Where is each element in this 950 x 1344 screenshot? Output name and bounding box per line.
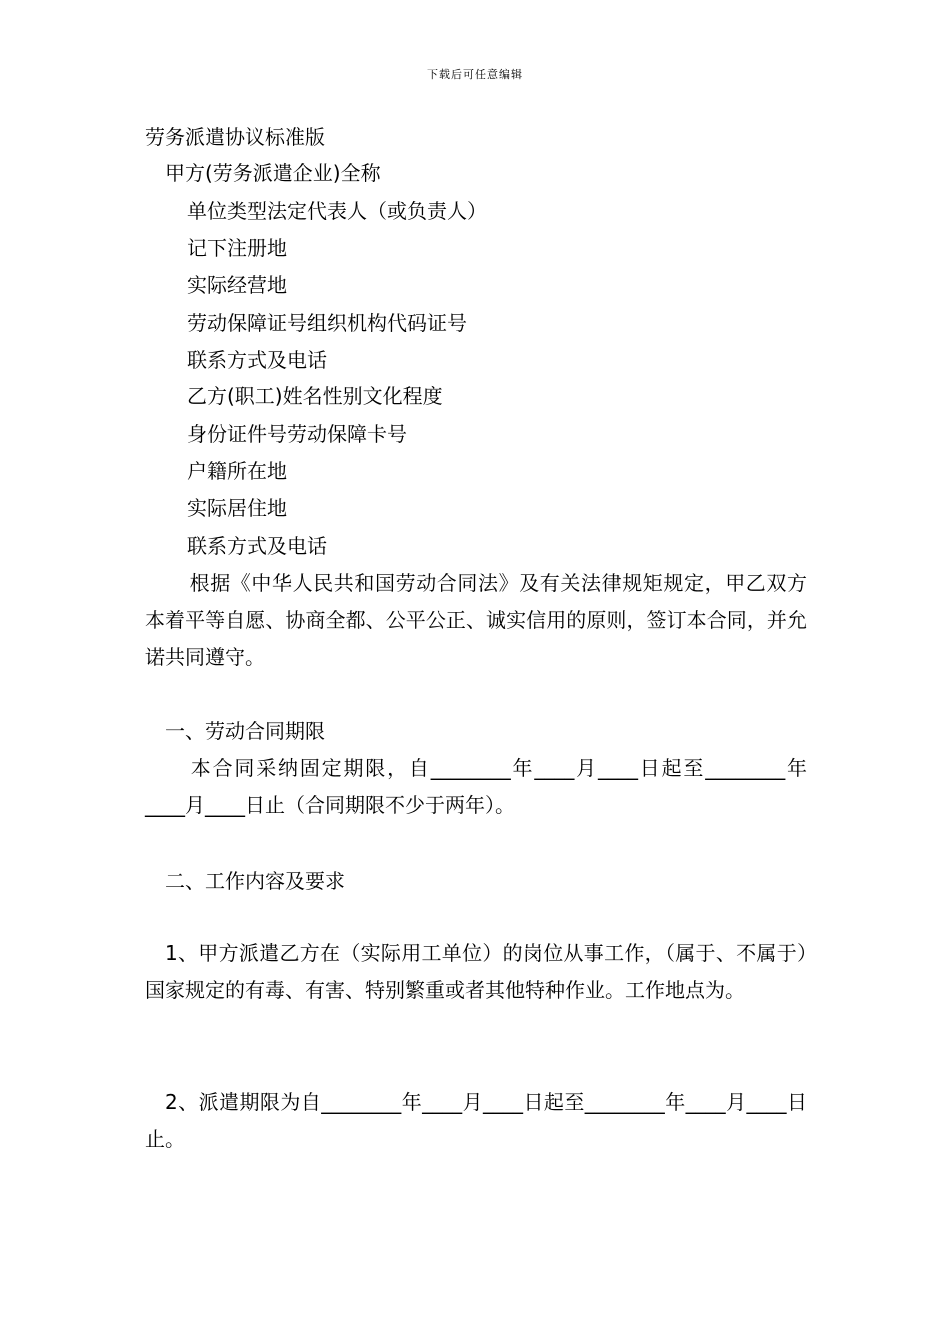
section1-body-text: 本合同采纳固定期限，自________年____月____日起至________年____月____日止（合同期限不少于两年）。 (145, 756, 807, 817)
section2-heading: 二、工作内容及要求 (165, 869, 345, 893)
party-a-field-business-address: 实际经营地 (187, 273, 287, 297)
section2-item2-paragraph (145, 1084, 807, 1158)
party-a-field-registered-address: 记下注册地 (187, 236, 287, 260)
party-a-heading: 甲方(劳务派遣企业)全称 (165, 161, 381, 185)
party-b-field-contact: 联系方式及电话 (187, 534, 327, 558)
section1-heading: 一、劳动合同期限 (165, 719, 325, 743)
section2-item1-paragraph (145, 935, 807, 1009)
page-header-note: 下载后可任意编辑 (427, 68, 523, 81)
section2-item2-text: 2、派遣期限为自________年____月____日起至________年____月____日止。 (145, 1090, 807, 1151)
party-a-field-contact: 联系方式及电话 (187, 348, 327, 372)
document-title: 劳务派遣协议标准版 (145, 125, 325, 149)
party-b-field-id-numbers: 身份证件号劳动保障卡号 (187, 422, 407, 446)
preamble-text: 根据《中华人民共和国劳动合同法》及有关法律规矩规定，甲乙双方本着平等自愿、协商全都、公平公正、诚实信用的原则，签订本合同，并允诺共同遵守。 (145, 571, 807, 669)
party-a-field-unit-type: 单位类型法定代表人（或负责人） (187, 199, 487, 223)
section1-paragraph (145, 750, 807, 824)
party-b-field-residence: 实际居住地 (187, 496, 287, 520)
preamble-paragraph (145, 565, 807, 676)
section2-item1-text: 1、甲方派遣乙方在（实际用工单位）的岗位从事工作，（属于、不属于）国家规定的有毒、有害、特别繁重或者其他特种作业。工作地点为。 (145, 941, 807, 1002)
party-b-field-personal-info: 乙方(职工)姓名性别文化程度 (187, 384, 443, 408)
party-a-field-license-numbers: 劳动保障证号组织机构代码证号 (187, 311, 467, 335)
party-b-field-household-registration: 户籍所在地 (187, 459, 287, 483)
